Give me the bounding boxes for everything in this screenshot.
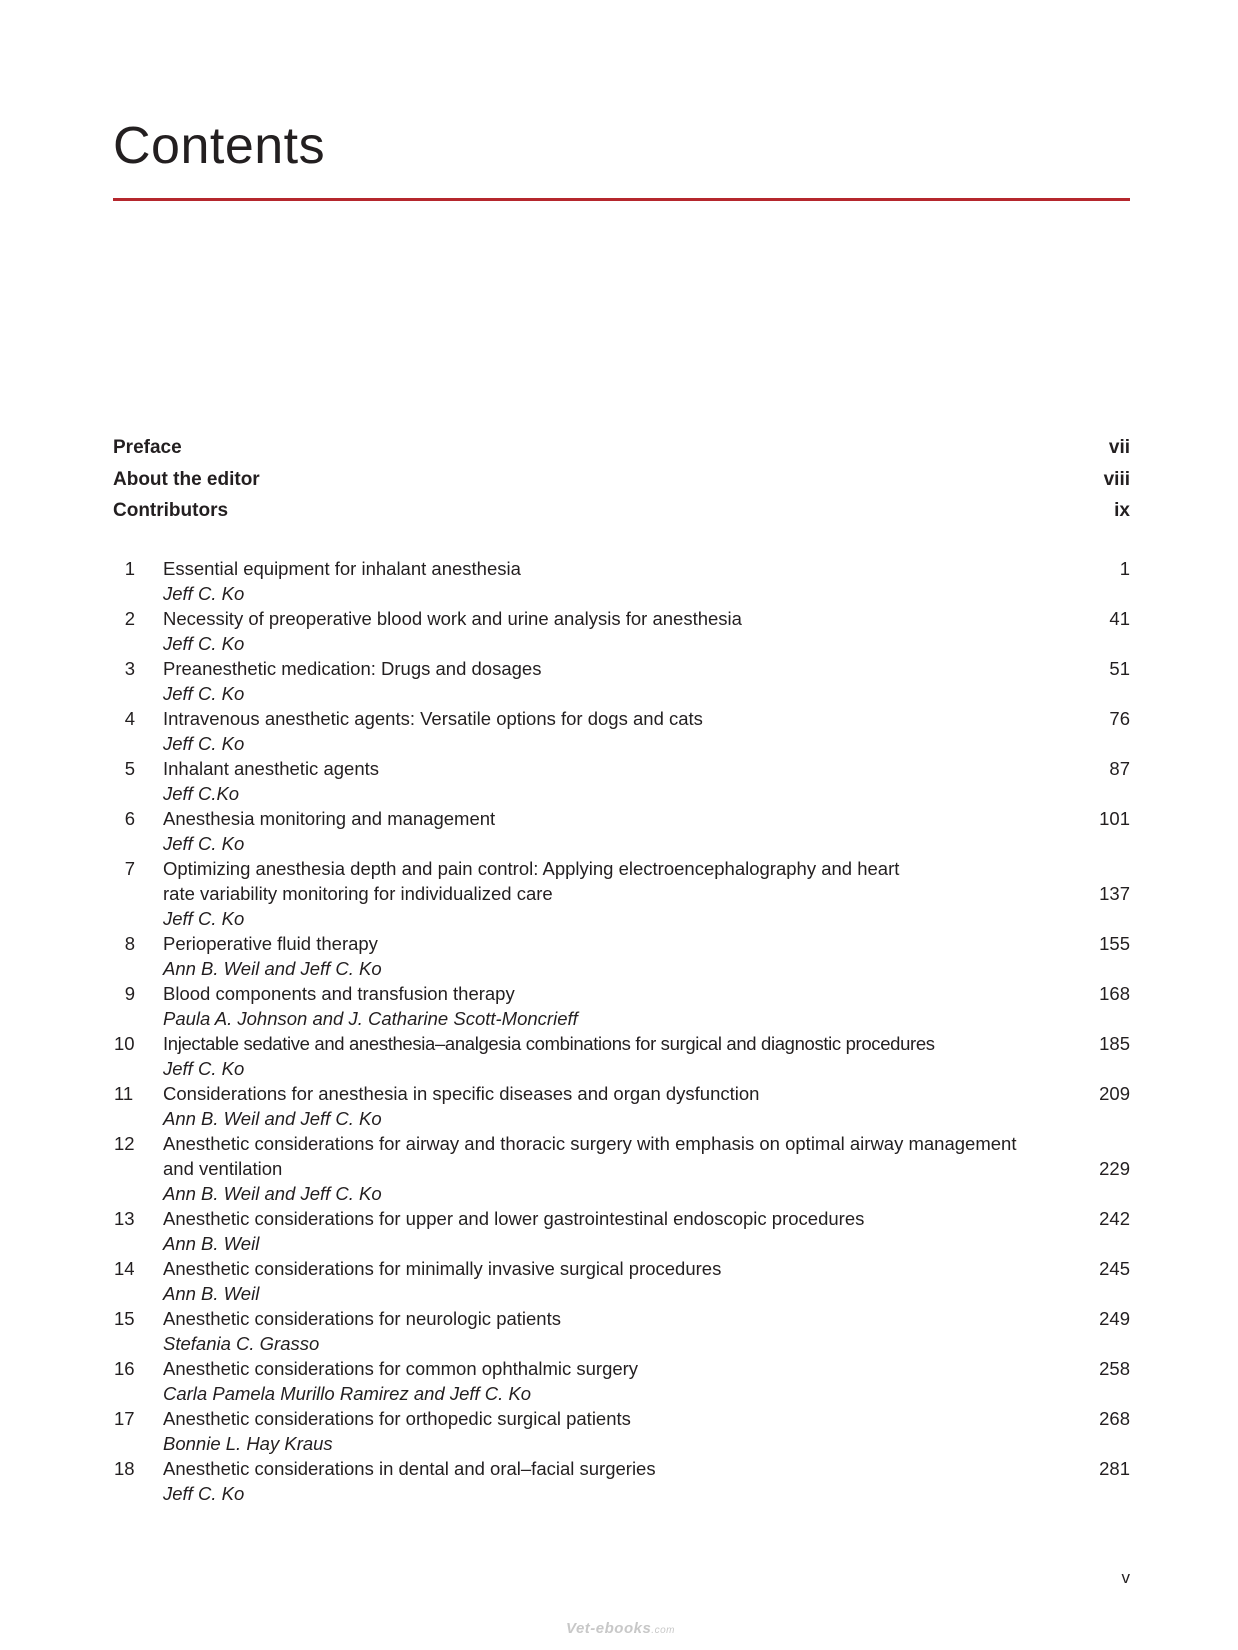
chapter-entry[interactable] xyxy=(113,931,1130,981)
chapter-number: 13 xyxy=(114,1208,135,1229)
chapter-title: Intravenous anesthetic agents: Versatile options for dogs and cats xyxy=(163,708,703,729)
front-matter-label: About the editor xyxy=(113,468,260,490)
chapter-entry[interactable] xyxy=(113,1306,1130,1356)
chapter-page: 76 xyxy=(1109,708,1130,729)
chapter-number: 9 xyxy=(124,983,135,1004)
watermark-text: Vet-ebooks xyxy=(566,1620,652,1637)
chapter-number: 5 xyxy=(124,758,135,779)
chapter-number: 7 xyxy=(124,858,135,879)
chapter-number: 2 xyxy=(124,608,135,629)
chapter-title: Blood components and transfusion therapy xyxy=(163,983,515,1004)
chapter-page: 281 xyxy=(1099,1458,1130,1479)
chapter-author: Stefania C. Grasso xyxy=(163,1333,320,1354)
chapter-entry[interactable] xyxy=(113,756,1130,806)
chapter-number: 4 xyxy=(124,708,135,729)
chapter-page: 101 xyxy=(1099,808,1130,829)
chapter-number: 3 xyxy=(124,658,135,679)
chapter-page: 209 xyxy=(1099,1083,1130,1104)
chapter-author: Ann B. Weil and Jeff C. Ko xyxy=(163,958,382,979)
chapter-title: Necessity of preoperative blood work and urine analysis for anesthesia xyxy=(163,608,742,629)
chapter-author: Paula A. Johnson and J. Catharine Scott-Moncrieff xyxy=(163,1008,578,1029)
chapter-title: Essential equipment for inhalant anesthesia xyxy=(163,558,521,579)
chapter-number: 12 xyxy=(114,1133,135,1154)
chapter-title: Considerations for anesthesia in specific diseases and organ dysfunction xyxy=(163,1083,760,1104)
chapter-title: Anesthetic considerations in dental and oral–facial surgeries xyxy=(163,1458,656,1479)
chapter-author: Ann B. Weil xyxy=(163,1233,260,1254)
chapter-entry[interactable] xyxy=(113,856,1130,931)
chapter-number: 10 xyxy=(114,1033,135,1054)
chapter-title: Anesthetic considerations for airway and thoracic surgery with emphasis on optimal airway management and ventilation xyxy=(163,1133,1017,1179)
chapter-number: 11 xyxy=(114,1083,134,1104)
chapter-title: Anesthetic considerations for minimally invasive surgical procedures xyxy=(163,1258,722,1279)
chapter-number: 15 xyxy=(114,1308,135,1329)
chapter-page: 51 xyxy=(1109,658,1130,679)
watermark xyxy=(566,1620,675,1637)
chapter-title: Preanesthetic medication: Drugs and dosages xyxy=(163,658,542,679)
chapter-page: 242 xyxy=(1099,1208,1130,1229)
chapter-page: 229 xyxy=(1099,1158,1130,1179)
chapter-author: Jeff C. Ko xyxy=(163,683,245,704)
chapter-entry[interactable] xyxy=(113,1031,1130,1081)
chapter-entry[interactable] xyxy=(113,1081,1130,1131)
chapter-entry[interactable] xyxy=(113,1131,1130,1206)
chapter-entry[interactable] xyxy=(113,1206,1130,1256)
chapter-page: 41 xyxy=(1109,608,1130,629)
chapter-page: 249 xyxy=(1099,1308,1130,1329)
chapter-number: 1 xyxy=(124,558,135,579)
front-matter-label: Contributors xyxy=(113,500,229,521)
chapter-entry[interactable] xyxy=(113,556,1130,606)
front-matter-page: ix xyxy=(1114,500,1130,521)
chapter-number: 17 xyxy=(114,1408,135,1429)
chapter-author: Ann B. Weil and Jeff C. Ko xyxy=(163,1108,382,1129)
chapter-page: 168 xyxy=(1099,983,1130,1004)
chapter-entry[interactable] xyxy=(113,1406,1130,1456)
chapter-author: Jeff C. Ko xyxy=(163,1483,245,1504)
chapter-title: Anesthetic considerations for upper and lower gastrointestinal endoscopic procedures xyxy=(163,1208,865,1229)
chapter-entry[interactable] xyxy=(113,806,1130,856)
chapter-author: Jeff C. Ko xyxy=(163,733,245,754)
front-matter-page: viii xyxy=(1103,468,1130,490)
chapter-title: Injectable sedative and anesthesia–analgesia combinations for surgical and diagnostic procedures xyxy=(163,1033,935,1054)
chapter-entry[interactable] xyxy=(113,606,1130,656)
chapter-list xyxy=(113,556,1130,1506)
chapter-title: Anesthetic considerations for common ophthalmic surgery xyxy=(163,1358,639,1379)
front-matter-label: Preface xyxy=(113,437,182,458)
chapter-entry[interactable] xyxy=(113,1456,1130,1506)
chapter-page: 137 xyxy=(1099,883,1130,904)
chapter-page: 87 xyxy=(1109,758,1130,779)
chapter-number: 18 xyxy=(114,1458,135,1479)
chapter-author: Jeff C. Ko xyxy=(163,908,245,929)
chapter-author: Jeff C. Ko xyxy=(163,833,245,854)
front-matter-row[interactable] xyxy=(113,469,1130,501)
chapter-author: Ann B. Weil xyxy=(163,1283,260,1304)
chapter-title: Anesthetic considerations for neurologic patients xyxy=(163,1308,561,1329)
chapter-entry[interactable] xyxy=(113,706,1130,756)
chapter-author: Jeff C.Ko xyxy=(163,783,240,804)
title-rule xyxy=(113,198,1130,201)
chapter-title: Inhalant anesthetic agents xyxy=(163,758,379,779)
chapter-title: Anesthetic considerations for orthopedic surgical patients xyxy=(163,1408,631,1429)
chapter-page: 245 xyxy=(1099,1258,1130,1279)
chapter-number: 6 xyxy=(124,808,135,829)
chapter-author: Jeff C. Ko xyxy=(163,583,245,604)
chapter-author: Ann B. Weil and Jeff C. Ko xyxy=(163,1183,382,1204)
chapter-title: Perioperative fluid therapy xyxy=(163,933,378,954)
chapter-entry[interactable] xyxy=(113,981,1130,1031)
chapter-author: Carla Pamela Murillo Ramirez and Jeff C. Ko xyxy=(163,1383,532,1404)
chapter-title: Optimizing anesthesia depth and pain control: Applying electroencephalography and heart rate variability monitoring for individualized care xyxy=(163,858,900,904)
chapter-entry[interactable] xyxy=(113,656,1130,706)
front-matter-row[interactable] xyxy=(113,437,1130,469)
chapter-page: 258 xyxy=(1099,1358,1130,1379)
front-matter-row[interactable] xyxy=(113,500,1130,532)
front-matter-list xyxy=(113,437,1130,532)
chapter-page: 155 xyxy=(1099,933,1130,954)
front-matter-page: vii xyxy=(1108,437,1130,458)
chapter-author: Bonnie L. Hay Kraus xyxy=(163,1433,333,1454)
chapter-entry[interactable] xyxy=(113,1356,1130,1406)
page-title: Contents xyxy=(113,117,326,175)
page-number: v xyxy=(1121,1568,1130,1587)
chapter-author: Jeff C. Ko xyxy=(163,633,245,654)
chapter-title: Anesthesia monitoring and management xyxy=(163,808,496,829)
chapter-number: 8 xyxy=(124,933,135,954)
chapter-entry[interactable] xyxy=(113,1256,1130,1306)
chapter-number: 16 xyxy=(114,1358,135,1379)
watermark-suffix: .com xyxy=(651,1625,675,1636)
chapter-page: 268 xyxy=(1099,1408,1130,1429)
chapter-number: 14 xyxy=(114,1258,135,1279)
chapter-author: Jeff C. Ko xyxy=(163,1058,245,1079)
chapter-page: 1 xyxy=(1119,558,1130,579)
chapter-page: 185 xyxy=(1099,1033,1130,1054)
